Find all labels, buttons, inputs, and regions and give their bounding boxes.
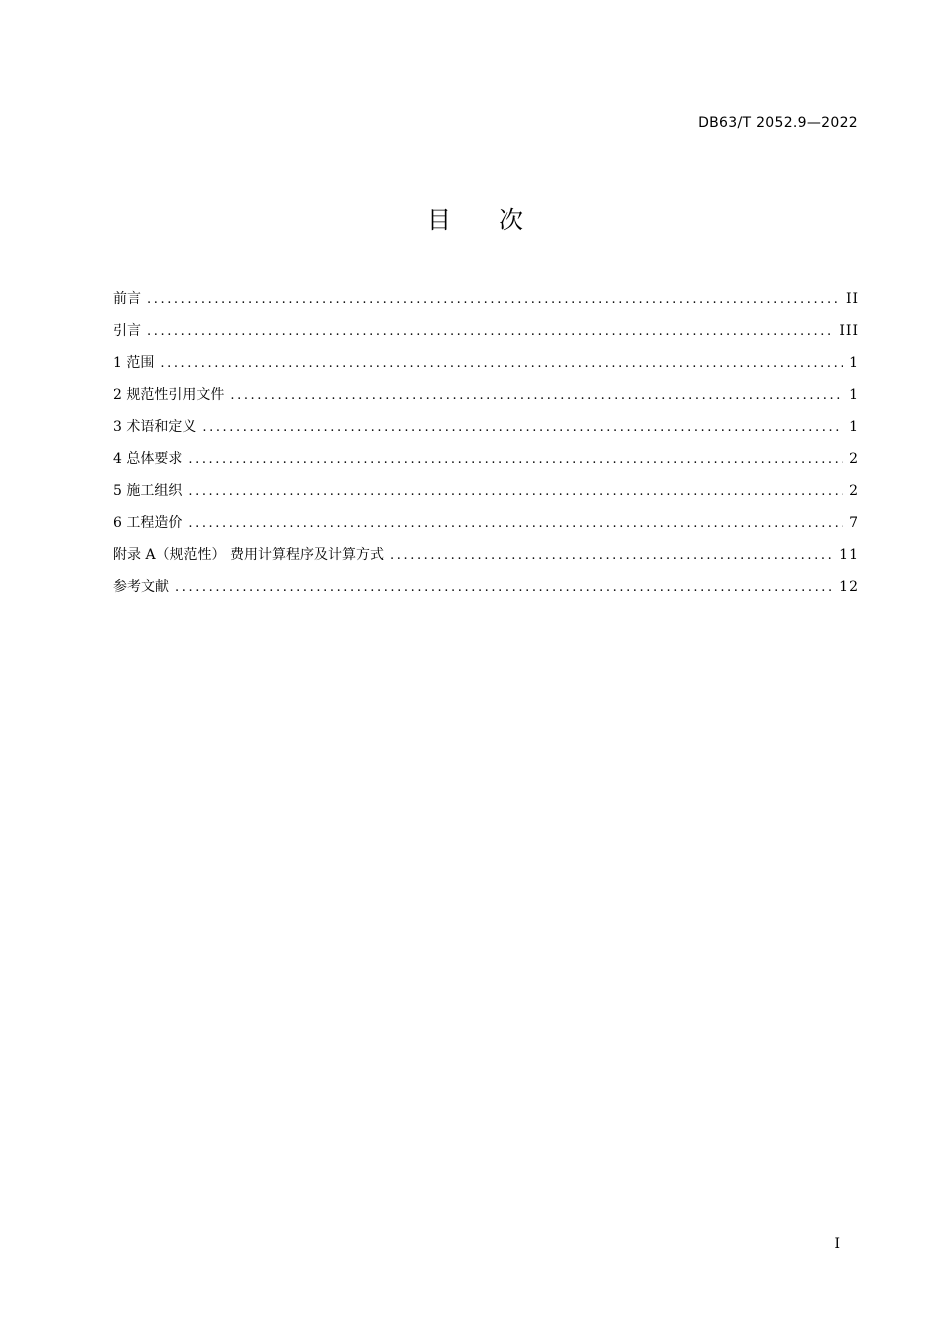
page-number: I — [834, 1236, 840, 1252]
toc-entry-label: 5 施工组织 — [113, 483, 183, 499]
toc-leader-dots — [175, 576, 833, 600]
toc-entry-page: 2 — [849, 483, 859, 499]
toc-entry-page: III — [839, 323, 859, 339]
toc-entry-page: 2 — [849, 451, 859, 467]
toc-entry-construction-organization[interactable] — [113, 479, 859, 511]
toc-entry-label: 3 术语和定义 — [113, 419, 197, 435]
toc-entry-label: 引言 — [113, 323, 141, 339]
toc-entry-label: 前言 — [113, 291, 141, 307]
toc-leader-dots — [147, 288, 840, 312]
toc-entry-terms-definitions[interactable] — [113, 415, 859, 447]
toc-entry-label: 1 范围 — [113, 355, 155, 371]
toc-entry-page: 11 — [839, 547, 859, 563]
toc-entry-appendix-a[interactable] — [113, 543, 859, 575]
toc-entry-label: 参考文献 — [113, 579, 169, 595]
standard-number: DB63/T 2052.9—2022 — [698, 115, 858, 131]
toc-leader-dots — [202, 416, 843, 440]
toc-entry-introduction[interactable] — [113, 319, 859, 351]
toc-entry-label: 4 总体要求 — [113, 451, 183, 467]
toc-entry-page: II — [845, 291, 859, 307]
toc-entry-page: 1 — [849, 355, 859, 371]
toc-entry-foreword[interactable] — [113, 287, 859, 319]
toc-entry-page: 1 — [849, 387, 859, 403]
toc-entry-general-requirements[interactable] — [113, 447, 859, 479]
toc-entry-bibliography[interactable] — [113, 575, 859, 607]
toc-entry-page: 12 — [839, 579, 859, 595]
toc-leader-dots — [188, 448, 843, 472]
toc-leader-dots — [188, 512, 843, 536]
toc-entry-label: 附录 A（规范性） 费用计算程序及计算方式 — [113, 547, 385, 563]
toc-entry-normative-references[interactable] — [113, 383, 859, 415]
page-title — [0, 200, 950, 235]
toc-leader-dots — [160, 352, 843, 376]
page-title-char-1: 目 — [427, 206, 451, 234]
table-of-contents — [113, 287, 859, 607]
toc-leader-dots — [147, 320, 833, 344]
toc-entry-page: 1 — [849, 419, 859, 435]
toc-entry-label: 6 工程造价 — [113, 515, 183, 531]
toc-leader-dots — [390, 544, 833, 568]
toc-leader-dots — [230, 384, 843, 408]
toc-entry-scope[interactable] — [113, 351, 859, 383]
toc-entry-label: 2 规范性引用文件 — [113, 387, 225, 403]
page-title-char-2: 次 — [499, 206, 523, 234]
toc-entry-page: 7 — [849, 515, 859, 531]
toc-entry-engineering-cost[interactable] — [113, 511, 859, 543]
toc-leader-dots — [188, 480, 843, 504]
